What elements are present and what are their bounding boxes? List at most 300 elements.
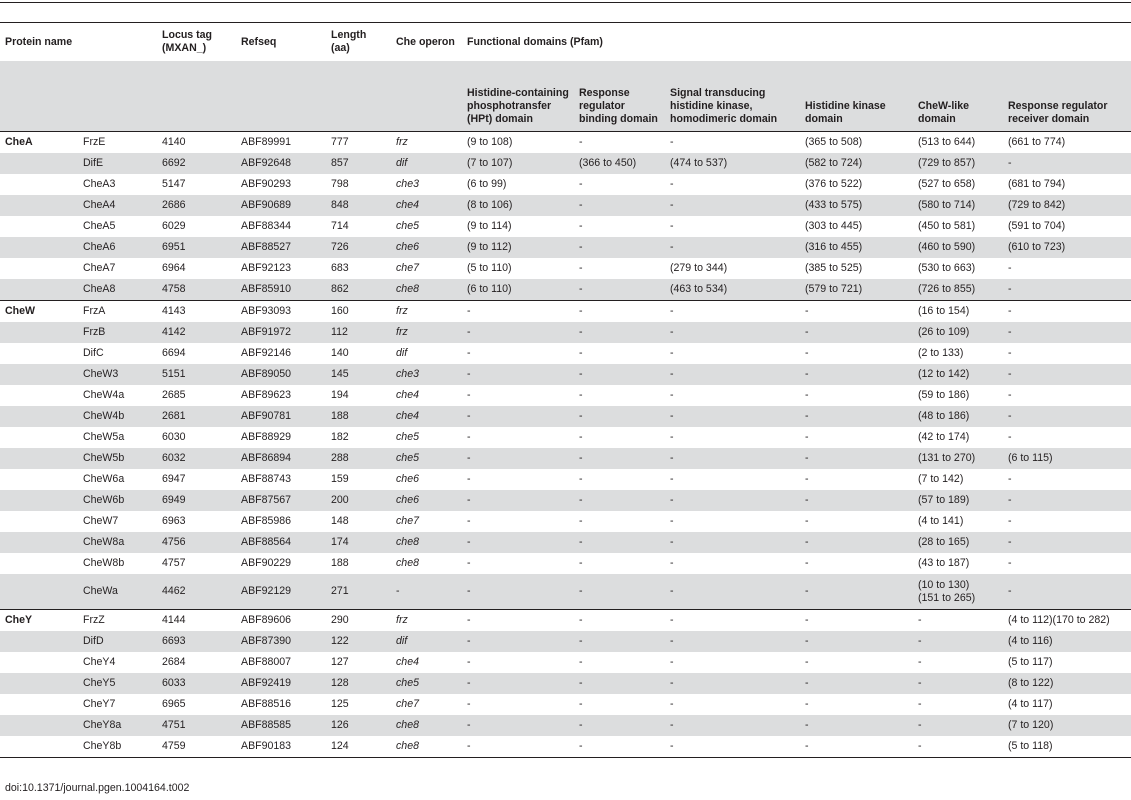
chew-like-domain-cell: (7 to 142): [918, 473, 964, 485]
chew-like-domain-cell: -: [913, 610, 1003, 632]
che-operon-cell: che8: [391, 279, 462, 301]
rr-receiver-domain-cell: (8 to 122): [1003, 673, 1131, 694]
hk-domain-cell: -: [800, 631, 913, 652]
group-name-cell: [0, 427, 78, 448]
rr-binding-domain-cell: -: [574, 715, 665, 736]
rr-binding-domain-cell: -: [574, 673, 665, 694]
table-row: [0, 511, 1131, 532]
refseq-cell: ABF89623: [241, 389, 292, 401]
table-row: [0, 258, 1131, 279]
protein-name-cell: CheW4b: [78, 406, 157, 427]
header-locus-tag: Locus tag (MXAN_): [157, 23, 236, 62]
hpt-domain-cell: -: [462, 631, 574, 652]
hk-domain-cell: (376 to 522): [805, 178, 863, 190]
rr-binding-domain-cell: -: [574, 610, 665, 632]
protein-name-cell: CheY8b: [83, 740, 122, 752]
chew-like-domain-cell: (527 to 658): [918, 178, 976, 190]
length-cell: 182: [331, 431, 349, 443]
che-operon-cell: che6: [396, 473, 419, 485]
hpt-domain-cell: -: [462, 448, 574, 469]
group-name-cell: [0, 364, 78, 385]
hk-homodimeric-domain-cell: -: [665, 532, 800, 553]
hk-domain-cell: -: [805, 347, 809, 359]
length-cell: 127: [331, 656, 349, 668]
hk-homodimeric-domain-cell: -: [665, 364, 800, 385]
locus-tag-cell: 4142: [157, 322, 236, 343]
rr-binding-domain-cell: -: [579, 431, 583, 443]
chew-like-domain-cell: (12 to 142): [913, 364, 1003, 385]
group-name-cell: [0, 385, 78, 406]
protein-name-cell: CheW6a: [83, 473, 125, 485]
chew-like-domain-cell: (57 to 189): [913, 490, 1003, 511]
hk-domain-cell: -: [805, 389, 809, 401]
refseq-cell: ABF88743: [241, 473, 292, 485]
hk-homodimeric-domain-cell: -: [670, 473, 674, 485]
hk-domain-cell: -: [805, 698, 809, 710]
table-row: [0, 279, 1131, 301]
length-cell: 714: [331, 220, 349, 232]
protein-name-cell: CheA8: [78, 279, 157, 301]
length-cell: 726: [326, 237, 391, 258]
hpt-domain-cell: -: [467, 389, 471, 401]
rr-receiver-domain-cell: -: [1003, 279, 1131, 301]
rr-binding-domain-cell: -: [574, 279, 665, 301]
che-operon-cell: che4: [391, 406, 462, 427]
length-cell: 188: [331, 557, 349, 569]
locus-tag-cell: 6964: [162, 262, 186, 274]
refseq-cell: ABF92129: [236, 574, 326, 610]
group-name-cell: [0, 195, 78, 216]
chew-like-domain-cell: -: [918, 740, 922, 752]
chew-like-domain-cell: (48 to 186): [913, 406, 1003, 427]
protein-name-cell: CheW8a: [78, 532, 157, 553]
protein-name-cell: CheWa: [78, 574, 157, 610]
hk-homodimeric-domain-cell: -: [670, 740, 674, 752]
che-operon-cell: che4: [396, 656, 419, 668]
chew-like-domain-cell: (10 to 130) (151 to 265): [913, 574, 1003, 610]
rr-binding-domain-cell: -: [579, 698, 583, 710]
hk-domain-cell: -: [800, 610, 913, 632]
hk-homodimeric-domain-cell: -: [665, 237, 800, 258]
protein-name-cell: CheW4a: [83, 389, 125, 401]
table-top-rule: [0, 2, 1131, 3]
che-operon-cell: che6: [391, 490, 462, 511]
length-cell: 271: [326, 574, 391, 610]
group-name-cell: [0, 216, 78, 237]
group-name-cell: CheA: [0, 132, 78, 154]
rr-receiver-domain-cell: -: [1003, 301, 1131, 323]
locus-tag-cell: 5147: [162, 178, 186, 190]
hk-homodimeric-domain-cell: -: [665, 673, 800, 694]
che-operon-cell: che4: [391, 195, 462, 216]
protein-name-cell: DifC: [83, 347, 104, 359]
rr-binding-domain-cell: -: [574, 448, 665, 469]
rr-binding-domain-cell: -: [574, 406, 665, 427]
table-row: [0, 427, 1131, 448]
subheader-hk-homodimeric-domain: Signal transducing histidine kinase, homodimeric domain: [665, 61, 800, 132]
length-cell: 159: [331, 473, 349, 485]
che-operon-cell: che3: [391, 364, 462, 385]
subheader-chew-like-domain: CheW-like domain: [913, 61, 1003, 132]
hpt-domain-cell: -: [462, 610, 574, 632]
locus-tag-cell: 6965: [162, 698, 186, 710]
group-name-cell: [0, 532, 78, 553]
rr-receiver-domain-cell: -: [1003, 406, 1131, 427]
table-row: [0, 694, 1131, 715]
table-row: [0, 490, 1131, 511]
length-cell: 798: [331, 178, 349, 190]
che-operon-cell: -: [391, 574, 462, 610]
refseq-cell: ABF92123: [241, 262, 292, 274]
hpt-domain-cell: -: [467, 473, 471, 485]
che-operon-cell: che5: [391, 448, 462, 469]
subheader-rr-receiver-domain: Response regulator receiver domain: [1003, 61, 1131, 132]
group-name-cell: [0, 153, 78, 174]
table-row: [0, 322, 1131, 343]
table-row: [0, 237, 1131, 258]
rr-receiver-domain-cell: -: [1008, 431, 1012, 443]
table-body: [0, 132, 1131, 758]
rr-binding-domain-cell: -: [574, 532, 665, 553]
hk-homodimeric-domain-cell: -: [665, 322, 800, 343]
locus-tag-cell: 6029: [162, 220, 186, 232]
header-functional-domains: Functional domains (Pfam): [462, 23, 1131, 62]
che-operon-cell: che5: [396, 220, 419, 232]
chew-like-domain-cell: (16 to 154): [913, 301, 1003, 323]
table-row: [0, 153, 1131, 174]
group-name-cell: [0, 694, 78, 715]
protein-name-cell: FrzA: [78, 301, 157, 323]
protein-name-cell: DifE: [78, 153, 157, 174]
subheader-rr-binding-domain: Response regulator binding domain: [574, 61, 665, 132]
hpt-domain-cell: -: [462, 673, 574, 694]
locus-tag-cell: 6693: [157, 631, 236, 652]
hk-homodimeric-domain-cell: -: [670, 347, 674, 359]
hpt-domain-cell: -: [462, 574, 574, 610]
rr-binding-domain-cell: -: [574, 574, 665, 610]
rr-receiver-domain-cell: (610 to 723): [1003, 237, 1131, 258]
protein-name-cell: CheW7: [83, 515, 119, 527]
hpt-domain-cell: -: [467, 431, 471, 443]
table-row: [0, 301, 1131, 323]
chew-like-domain-cell: (450 to 581): [918, 220, 976, 232]
rr-receiver-domain-cell: (5 to 118): [1008, 740, 1053, 752]
rr-binding-domain-cell: -: [579, 389, 583, 401]
length-cell: 200: [326, 490, 391, 511]
hpt-domain-cell: -: [462, 301, 574, 323]
hk-domain-cell: -: [805, 740, 809, 752]
che-operon-cell: che5: [391, 673, 462, 694]
hk-domain-cell: -: [800, 301, 913, 323]
locus-tag-cell: 2684: [162, 656, 186, 668]
refseq-cell: ABF90689: [236, 195, 326, 216]
chew-like-domain-cell: -: [918, 656, 922, 668]
table-row: [0, 216, 1131, 237]
group-name-cell: [0, 736, 78, 757]
locus-tag-cell: 6694: [162, 347, 186, 359]
hk-domain-cell: -: [800, 532, 913, 553]
che-operon-cell: frz: [391, 322, 462, 343]
rr-binding-domain-cell: -: [579, 347, 583, 359]
protein-name-cell: CheA4: [78, 195, 157, 216]
protein-name-cell: FrzZ: [78, 610, 157, 632]
hk-domain-cell: (433 to 575): [800, 195, 913, 216]
group-name-cell: CheW: [0, 301, 78, 323]
che-operon-cell: dif: [391, 153, 462, 174]
group-name-cell: [0, 343, 78, 364]
rr-binding-domain-cell: -: [579, 178, 583, 190]
che-operon-cell: che4: [396, 389, 419, 401]
chew-like-domain-cell: -: [913, 715, 1003, 736]
length-cell: 194: [331, 389, 349, 401]
group-name-cell: [0, 258, 78, 279]
rr-receiver-domain-cell: (4 to 116): [1003, 631, 1131, 652]
protein-name-cell: CheW5b: [78, 448, 157, 469]
protein-name-cell: CheW6b: [78, 490, 157, 511]
hk-homodimeric-domain-cell: -: [665, 448, 800, 469]
table-row: [0, 406, 1131, 427]
locus-tag-cell: 4751: [157, 715, 236, 736]
rr-binding-domain-cell: -: [579, 473, 583, 485]
rr-receiver-domain-cell: (4 to 112)(170 to 282): [1003, 610, 1131, 632]
table-row: [0, 132, 1131, 154]
rr-receiver-domain-cell: -: [1008, 262, 1012, 274]
hpt-domain-cell: (6 to 99): [467, 178, 507, 190]
length-cell: 112: [326, 322, 391, 343]
table-row: [0, 610, 1131, 632]
che-operon-cell: che7: [396, 262, 419, 274]
table-bottom-rule: [0, 757, 1131, 758]
refseq-cell: ABF92419: [236, 673, 326, 694]
group-name-cell: [0, 448, 78, 469]
locus-tag-cell: 4144: [157, 610, 236, 632]
hk-homodimeric-domain-cell: -: [670, 656, 674, 668]
table-row: [0, 448, 1131, 469]
table-row: [0, 574, 1131, 610]
hk-domain-cell: (365 to 508): [800, 132, 913, 154]
hk-domain-cell: -: [800, 322, 913, 343]
hpt-domain-cell: (9 to 114): [467, 220, 512, 232]
hpt-domain-cell: (8 to 106): [462, 195, 574, 216]
locus-tag-cell: 4757: [162, 557, 186, 569]
che-operon-cell: che6: [391, 237, 462, 258]
hk-domain-cell: -: [800, 715, 913, 736]
refseq-cell: ABF91972: [236, 322, 326, 343]
hk-homodimeric-domain-cell: -: [670, 515, 674, 527]
protein-name-cell: CheA3: [83, 178, 116, 190]
locus-tag-cell: 4758: [157, 279, 236, 301]
rr-receiver-domain-cell: -: [1003, 322, 1131, 343]
chew-like-domain-cell: (726 to 855): [913, 279, 1003, 301]
hk-homodimeric-domain-cell: -: [665, 301, 800, 323]
refseq-cell: ABF87567: [236, 490, 326, 511]
protein-name-cell: CheA7: [83, 262, 116, 274]
locus-tag-cell: 2686: [157, 195, 236, 216]
rr-receiver-domain-cell: (661 to 774): [1003, 132, 1131, 154]
length-cell: 140: [331, 347, 349, 359]
locus-tag-cell: 6949: [157, 490, 236, 511]
hk-homodimeric-domain-cell: -: [665, 195, 800, 216]
che-operon-cell: frz: [391, 610, 462, 632]
hk-domain-cell: -: [805, 656, 809, 668]
refseq-cell: ABF87390: [236, 631, 326, 652]
rr-binding-domain-cell: -: [579, 656, 583, 668]
group-name-cell: [0, 406, 78, 427]
hpt-domain-cell: (9 to 112): [462, 237, 574, 258]
subheader-row: [0, 61, 1131, 132]
table-row: [0, 673, 1131, 694]
protein-domain-table: [0, 22, 1131, 757]
hk-domain-cell: (303 to 445): [805, 220, 863, 232]
hpt-domain-cell: -: [462, 532, 574, 553]
locus-tag-cell: 2685: [162, 389, 186, 401]
chew-like-domain-cell: -: [913, 631, 1003, 652]
hk-homodimeric-domain-cell: -: [670, 431, 674, 443]
refseq-cell: ABF86894: [236, 448, 326, 469]
locus-tag-cell: 4756: [157, 532, 236, 553]
table-row: [0, 195, 1131, 216]
length-cell: 290: [326, 610, 391, 632]
hpt-domain-cell: -: [467, 557, 471, 569]
protein-name-cell: CheA5: [83, 220, 116, 232]
hk-homodimeric-domain-cell: -: [665, 132, 800, 154]
locus-tag-cell: 6692: [157, 153, 236, 174]
chew-like-domain-cell: (59 to 186): [918, 389, 970, 401]
che-operon-cell: frz: [391, 132, 462, 154]
hpt-domain-cell: -: [462, 322, 574, 343]
length-cell: 174: [326, 532, 391, 553]
refseq-cell: ABF90293: [241, 178, 292, 190]
chew-like-domain-cell: (42 to 174): [918, 431, 970, 443]
length-cell: 145: [326, 364, 391, 385]
chew-like-domain-cell: (2 to 133): [918, 347, 964, 359]
hk-homodimeric-domain-cell: -: [665, 406, 800, 427]
hpt-domain-cell: -: [467, 698, 471, 710]
protein-name-cell: CheY8a: [78, 715, 157, 736]
chew-like-domain-cell: -: [913, 673, 1003, 694]
length-cell: 148: [331, 515, 349, 527]
hk-domain-cell: (579 to 721): [800, 279, 913, 301]
protein-name-cell: CheA6: [78, 237, 157, 258]
group-name-cell: [0, 322, 78, 343]
length-cell: 125: [331, 698, 349, 710]
protein-name-cell: CheW3: [78, 364, 157, 385]
group-name-cell: [0, 574, 78, 610]
group-name-cell: [0, 469, 78, 490]
refseq-cell: ABF89050: [236, 364, 326, 385]
protein-name-cell: CheW8b: [83, 557, 125, 569]
length-cell: 683: [331, 262, 349, 274]
length-cell: 128: [326, 673, 391, 694]
rr-receiver-domain-cell: (7 to 120): [1003, 715, 1131, 736]
rr-receiver-domain-cell: -: [1008, 557, 1012, 569]
hk-domain-cell: -: [800, 406, 913, 427]
hk-domain-cell: -: [805, 557, 809, 569]
rr-binding-domain-cell: -: [574, 322, 665, 343]
rr-receiver-domain-cell: -: [1008, 347, 1012, 359]
rr-receiver-domain-cell: -: [1008, 389, 1012, 401]
refseq-cell: ABF88564: [236, 532, 326, 553]
hpt-domain-cell: -: [462, 490, 574, 511]
locus-tag-cell: 4759: [162, 740, 186, 752]
rr-binding-domain-cell: (366 to 450): [574, 153, 665, 174]
rr-receiver-domain-cell: -: [1003, 490, 1131, 511]
refseq-cell: ABF93093: [236, 301, 326, 323]
table-row: [0, 736, 1131, 757]
group-name-cell: [0, 631, 78, 652]
group-name-cell: [0, 490, 78, 511]
group-name-cell: [0, 237, 78, 258]
hk-homodimeric-domain-cell: -: [665, 610, 800, 632]
refseq-cell: ABF90183: [241, 740, 292, 752]
chew-like-domain-cell: (131 to 270): [913, 448, 1003, 469]
header-protein-name: Protein name: [0, 23, 157, 62]
refseq-cell: ABF88516: [241, 698, 292, 710]
che-operon-cell: dif: [396, 347, 408, 359]
che-operon-cell: che5: [396, 431, 419, 443]
locus-tag-cell: 5151: [157, 364, 236, 385]
rr-receiver-domain-cell: -: [1003, 153, 1131, 174]
hk-homodimeric-domain-cell: -: [670, 178, 674, 190]
hk-homodimeric-domain-cell: (474 to 537): [665, 153, 800, 174]
hpt-domain-cell: -: [467, 656, 471, 668]
che-operon-cell: che8: [391, 532, 462, 553]
doi-caption: doi:10.1371/journal.pgen.1004164.t002: [5, 782, 190, 794]
rr-binding-domain-cell: -: [574, 490, 665, 511]
hk-homodimeric-domain-cell: (463 to 534): [665, 279, 800, 301]
hpt-domain-cell: -: [467, 740, 471, 752]
hk-domain-cell: -: [805, 515, 809, 527]
table-row: [0, 469, 1131, 490]
hpt-domain-cell: -: [462, 364, 574, 385]
chew-like-domain-cell: (530 to 663): [918, 262, 976, 274]
group-name-cell: [0, 673, 78, 694]
rr-receiver-domain-cell: (681 to 794): [1008, 178, 1066, 190]
chew-like-domain-cell: (513 to 644): [913, 132, 1003, 154]
refseq-cell: ABF90229: [241, 557, 292, 569]
che-operon-cell: che7: [396, 698, 419, 710]
locus-tag-cell: 6947: [162, 473, 186, 485]
table-row: [0, 532, 1131, 553]
hk-homodimeric-domain-cell: -: [665, 715, 800, 736]
rr-binding-domain-cell: -: [579, 515, 583, 527]
che-operon-cell: frz: [391, 301, 462, 323]
rr-binding-domain-cell: -: [574, 195, 665, 216]
refseq-cell: ABF88007: [241, 656, 292, 668]
chew-like-domain-cell: -: [918, 698, 922, 710]
hpt-domain-cell: (6 to 110): [462, 279, 574, 301]
rr-receiver-domain-cell: (591 to 704): [1008, 220, 1066, 232]
refseq-cell: ABF88344: [241, 220, 292, 232]
locus-tag-cell: 4143: [157, 301, 236, 323]
group-name-cell: [0, 652, 78, 673]
refseq-cell: ABF88929: [241, 431, 292, 443]
refseq-cell: ABF89991: [236, 132, 326, 154]
rr-binding-domain-cell: -: [579, 740, 583, 752]
hk-domain-cell: -: [800, 574, 913, 610]
subheader-hpt-domain: Histidine-containing phosphotransfer (HPt) domain: [462, 61, 574, 132]
chew-like-domain-cell: (580 to 714): [913, 195, 1003, 216]
refseq-cell: ABF92146: [241, 347, 292, 359]
hk-homodimeric-domain-cell: (279 to 344): [670, 262, 728, 274]
refseq-cell: ABF88527: [236, 237, 326, 258]
locus-tag-cell: 2681: [157, 406, 236, 427]
hk-homodimeric-domain-cell: -: [670, 220, 674, 232]
chew-like-domain-cell: (729 to 857): [913, 153, 1003, 174]
length-cell: 124: [331, 740, 349, 752]
locus-tag-cell: 6030: [162, 431, 186, 443]
protein-name-cell: CheY7: [83, 698, 116, 710]
